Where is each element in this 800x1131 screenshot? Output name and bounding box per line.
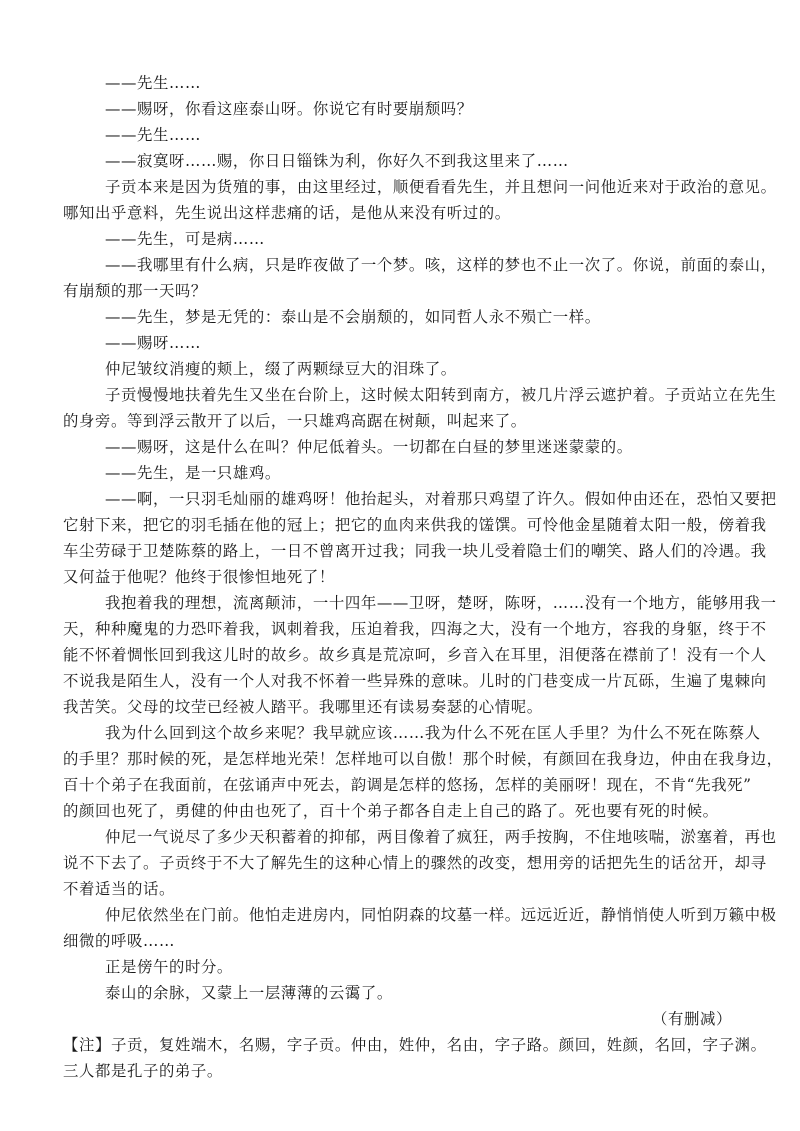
text-line: ——先生，是一只雄鸡。 — [105, 464, 281, 482]
annotation-line: 三人都是孔子的弟子。 — [63, 1062, 223, 1080]
text-line: 不说我是陌生人，没有一个人对我不怀着一些异殊的意味。儿时的门巷变成一片瓦砾，生遍了鬼棘向 — [63, 672, 767, 690]
text-line: ——啊，一只羽毛灿丽的雄鸡呀！他抬起头，对着那只鸡望了许久。假如仲由还在，恐怕又要把 — [105, 490, 777, 508]
text-line: ——赐呀…… — [105, 334, 201, 352]
text-line: 泰山的余脉，又蒙上一层薄薄的云霭了。 — [105, 984, 393, 1002]
text-line: 仲尼皱纹消瘦的颊上，缀了两颗绿豆大的泪珠了。 — [105, 360, 457, 378]
text-line: 的身旁。等到浮云散开了以后，一只雄鸡高踞在树颠，叫起来了。 — [63, 412, 527, 430]
text-line: 有崩颓的那一天吗？ — [63, 282, 207, 300]
text-line: 细微的呼吸…… — [63, 932, 175, 950]
text-line: 正是傍午的时分。 — [105, 958, 233, 976]
text-line: ——先生…… — [105, 74, 201, 92]
text-line: 的颜回也死了，勇健的仲由也死了，百十个弟子都各自走上自己的路了。死也要有死的时候。 — [63, 802, 719, 820]
source-note: （有删减） — [652, 1010, 732, 1028]
annotation-line: 【注】子贡，复姓端木，名赐，字子贡。仲由，姓仲，名由，字子路。颜回，姓颜，名回，字子渊。 — [63, 1036, 767, 1054]
text-line: ——我哪里有什么病，只是昨夜做了一个梦。咳，这样的梦也不止一次了。你说，前面的泰山， — [105, 256, 777, 274]
text-line: 子贡慢慢地扶着先生又坐在台阶上，这时候太阳转到南方，被几片浮云遮护着。子贡站立在先生 — [105, 386, 777, 404]
text-line: 仲尼依然坐在门前。他怕走进房内，同怕阴森的坟墓一样。远远近近，静悄悄使人听到万籁中极 — [105, 906, 777, 924]
text-line: 仲尼一气说尽了多少天积蓄着的抑郁，两目像着了疯狂，两手按胸，不住地咳喘，淤塞着，再也 — [105, 828, 777, 846]
text-line: ——先生，梦是无凭的：泰山是不会崩颓的，如同哲人永不殒亡一样。 — [105, 308, 601, 326]
text-line: 百十个弟子在我面前，在弦诵声中死去，韵调是怎样的悠扬，怎样的美丽呀！现在，不肯“先我死” — [63, 776, 752, 794]
text-line: ——先生，可是病…… — [105, 230, 265, 248]
text-line: 子贡本来是因为货殖的事，由这里经过，顺便看看先生，并且想问一问他近来对于政治的意见。 — [105, 178, 777, 196]
text-line: 它射下来，把它的羽毛插在他的冠上；把它的血肉来供我的馐馔。可怜他金星随着太阳一般，傍着我 — [63, 516, 767, 534]
text-line: 能不怀着惆怅回到我这儿时的故乡。故乡真是荒凉呵，乡音入在耳里，泪便落在襟前了！没有一个人 — [63, 646, 767, 664]
text-line: 说不下去了。子贡终于不大了解先生的这种心情上的骤然的改变，想用旁的话把先生的话岔开，却寻 — [63, 854, 767, 872]
text-line: 我为什么回到这个故乡来呢？我早就应该……我为什么不死在匡人手里？为什么不死在陈蔡人 — [105, 724, 761, 742]
text-line: 车尘劳碌于卫楚陈蔡的路上，一日不曾离开过我；同我一块儿受着隐士们的嘲笑、路人们的冷遇。我 — [63, 542, 767, 560]
text-line: ——寂寞呀……赐，你日日锱铢为利，你好久不到我这里来了…… — [105, 152, 569, 170]
text-line: ——先生…… — [105, 126, 201, 144]
text-line: 我抱着我的理想，流离颠沛，一十四年——卫呀，楚呀，陈呀，……没有一个地方，能够用我一 — [105, 594, 777, 612]
text-line: 的手里？那时候的死，是怎样地光荣！怎样地可以自傲！那个时候，有颜回在我身边，仲由在我身边， — [63, 750, 783, 768]
text-line: 不着适当的话。 — [63, 880, 175, 898]
text-line: 又何益于他呢？他终于很惨怛地死了！ — [63, 568, 335, 586]
text-line: 哪知出乎意料，先生说出这样悲痛的话，是他从来没有听过的。 — [63, 204, 511, 222]
text-line: 我苦笑。父母的坟茔已经被人踏平。我哪里还有读易奏瑟的心情呢。 — [63, 698, 543, 716]
text-line: ——赐呀，这是什么在叫？仲尼低着头。一切都在白昼的梦里迷迷蒙蒙的。 — [105, 438, 633, 456]
text-line: ——赐呀，你看这座泰山呀。你说它有时要崩颓吗？ — [105, 100, 473, 118]
text-line: 天，种种魔鬼的力恐吓着我，讽刺着我，压迫着我，四海之大，没有一个地方，容我的身躯，终于不 — [63, 620, 767, 638]
